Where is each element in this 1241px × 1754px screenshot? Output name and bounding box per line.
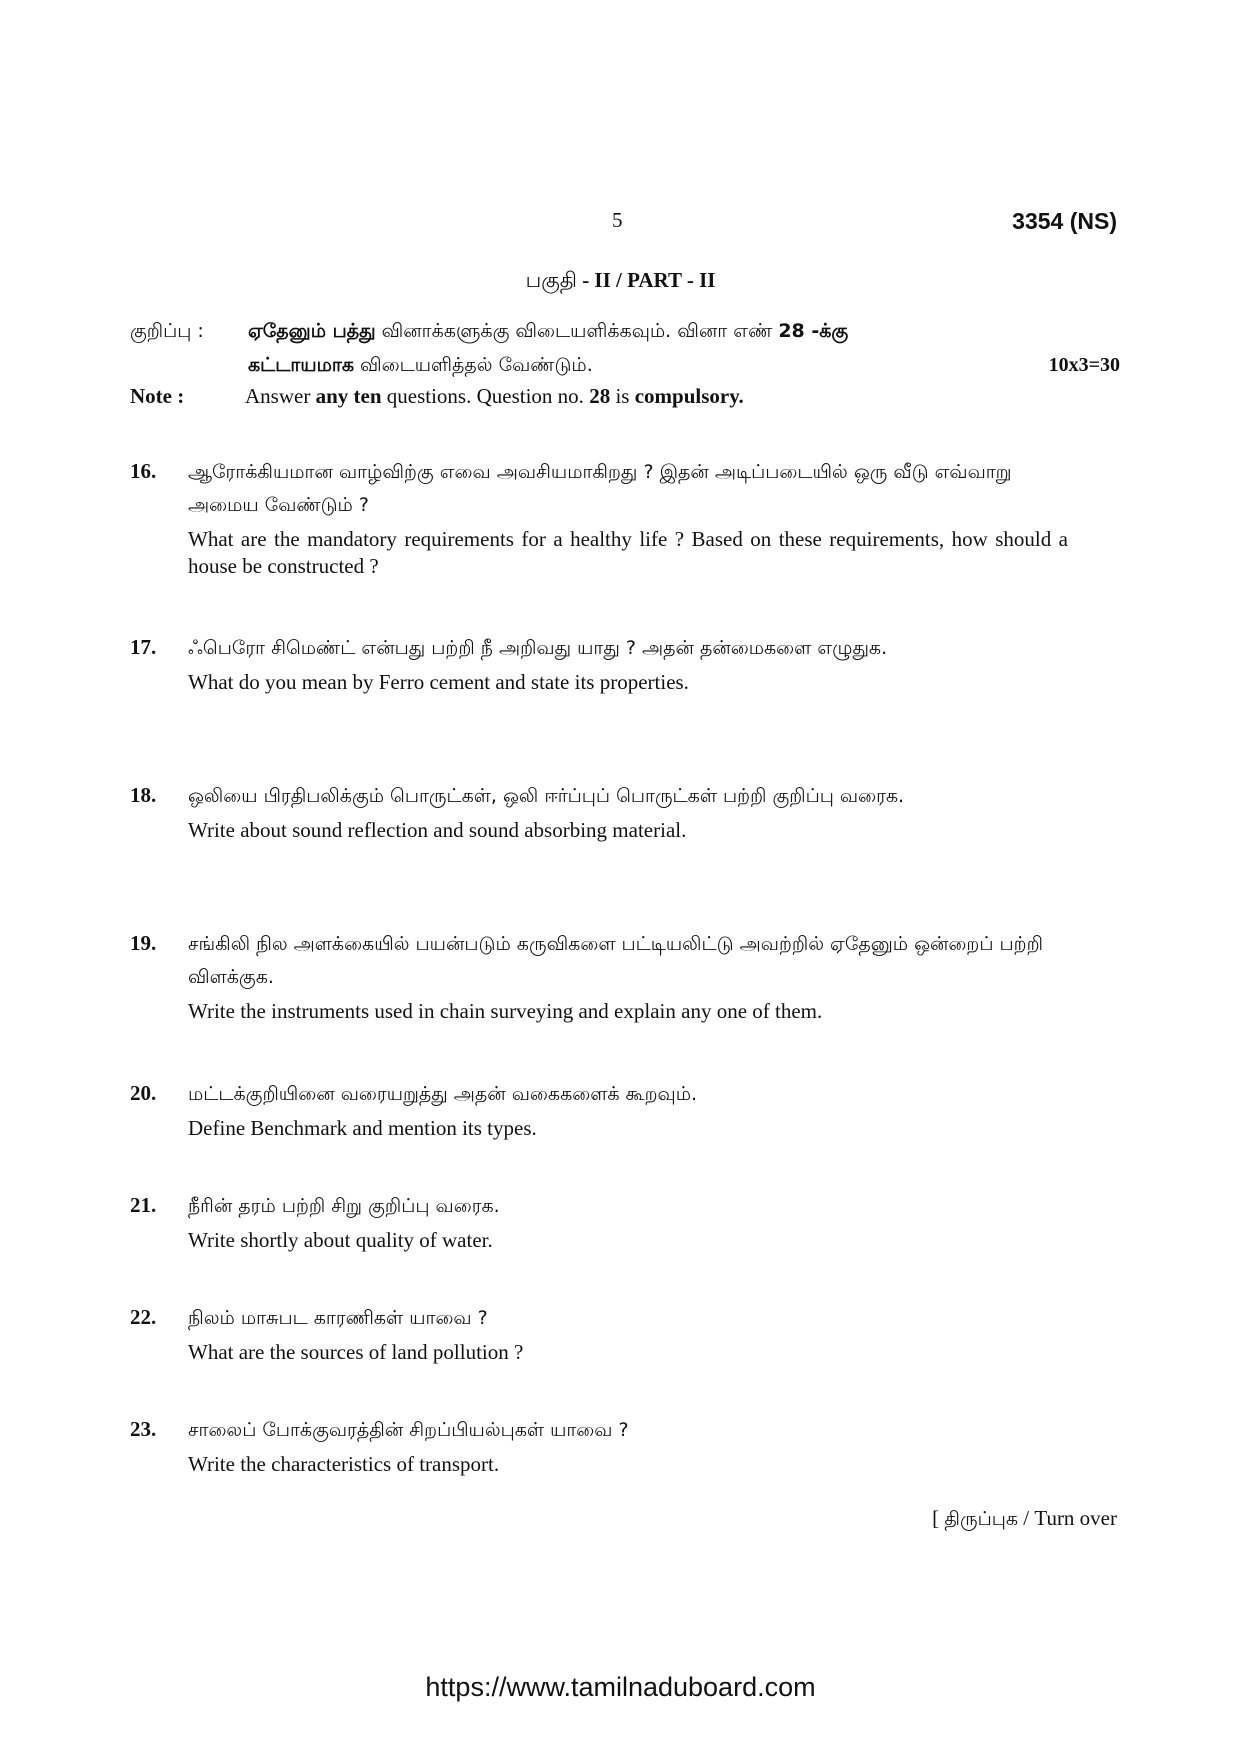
question-16 [130,456,1068,580]
note-english-bold-28: 28 [589,384,611,408]
marks-allocation: 10x3=30 [1048,354,1120,376]
note-english-bold-compulsory: compulsory. [634,384,744,408]
question-number: 21. [130,1193,157,1217]
question-tamil: சங்கிலி நில அளக்கையில் பயன்படும் கருவிகளை பட்டியலிட்டு அவற்றில் ஏதேனும் ஒன்றைப் பற்றி விளக்குக. [188,933,1043,988]
paper-code: 3354 (NS) [1012,208,1117,234]
question-18 [130,780,1060,844]
note-english-text2: questions. Question no. [381,384,590,408]
question-tamil: மட்டக்குறியினை வரையறுத்து அதன் வகைகளைக் கூறவும். [188,1083,698,1105]
part-title-english: - II / PART - II [582,268,716,292]
turn-over-tamil: திருப்புக [944,1508,1019,1530]
question-number: 19. [130,931,157,955]
question-english: What do you mean by Ferro cement and state its properties. [188,670,689,694]
footer-url: https://www.tamilnaduboard.com [425,1672,816,1702]
question-tamil: சாலைப் போக்குவரத்தின் சிறப்பியல்புகள் யாவை ? [188,1419,629,1441]
part-title-tamil: பகுதி [525,268,577,292]
question-number: 18. [130,783,157,807]
note-english-text3: is [610,384,635,408]
note-tamil-bold-compulsory: கட்டாயமாக [248,354,354,376]
question-tamil: நீரின் தரம் பற்றி சிறு குறிப்பு வரைக. [188,1195,500,1217]
turn-over-note [932,1506,1117,1533]
question-19 [130,928,1060,1025]
note-tamil [130,314,1120,382]
question-20 [130,1078,1060,1142]
note-english-label: Note : [130,384,185,408]
part-title [0,268,1241,295]
question-english: Write about sound reflection and sound absorbing material. [188,818,687,842]
note-tamil-text1: வினாக்களுக்கு விடையளிக்கவும். வினா எண் [375,320,779,342]
question-english: What are the sources of land pollution ? [188,1340,524,1364]
question-22 [130,1302,1060,1366]
question-english: What are the mandatory requirements for a healthy life ? Based on these requirements, how should a house be constructed ? [188,527,1068,578]
turn-over-english: / Turn over [1018,1506,1117,1530]
note-english-text1: Answer [245,384,316,408]
question-number: 17. [130,635,157,659]
note-english-bold-any-ten: any ten [315,384,382,408]
question-english: Write the instruments used in chain surveying and explain any one of them. [188,999,823,1023]
question-number: 20. [130,1081,157,1105]
question-english: Write shortly about quality of water. [188,1228,493,1252]
question-tamil: ஆரோக்கியமான வாழ்விற்கு எவை அவசியமாகிறது ? இதன் அடிப்படையில் ஒரு வீடு எவ்வாறு அமைய வேண்டும் ? [188,461,1012,516]
question-23 [130,1414,1060,1478]
question-english: Write the characteristics of transport. [188,1452,500,1476]
note-tamil-bold-28: 28 -க்கு [778,320,849,342]
question-english: Define Benchmark and mention its types. [188,1116,537,1140]
page-number: 5 [612,208,623,232]
question-21 [130,1190,1060,1254]
note-tamil-label: குறிப்பு : [130,320,204,342]
turn-over-bracket: [ [932,1506,945,1530]
note-english [130,384,744,409]
note-tamil-body [248,314,1068,382]
question-number: 16. [130,459,157,483]
note-tamil-text2: விடையளித்தல் வேண்டும். [353,354,593,376]
question-tamil: ஒலியை பிரதிபலிக்கும் பொருட்கள், ஒலி ஈர்ப்புப் பொருட்கள் பற்றி குறிப்பு வரைக. [188,785,905,807]
note-tamil-bold-any-ten: ஏதேனும் பத்து [248,320,376,342]
question-tamil: நிலம் மாசுபட காரணிகள் யாவை ? [188,1307,488,1329]
question-17 [130,632,1060,696]
question-number: 23. [130,1417,157,1441]
question-tamil: ஃபெரோ சிமெண்ட் என்பது பற்றி நீ அறிவது யாது ? அதன் தன்மைகளை எழுதுக. [188,637,888,659]
question-number: 22. [130,1305,157,1329]
